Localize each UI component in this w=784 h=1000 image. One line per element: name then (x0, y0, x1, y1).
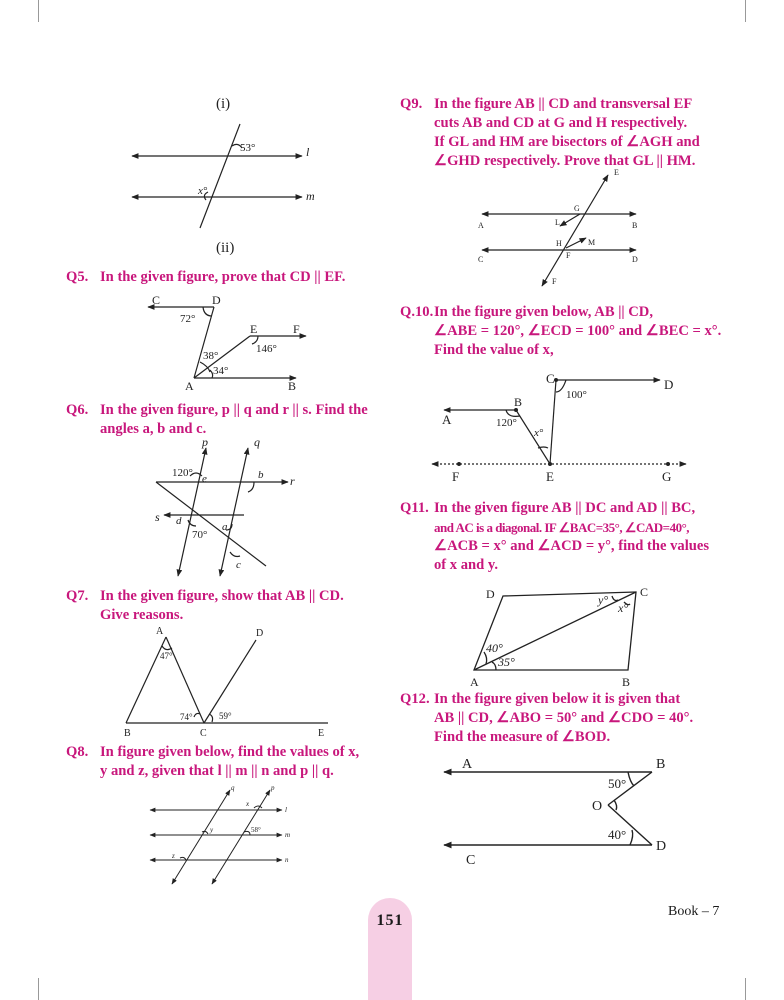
q7-74: 74° (180, 712, 193, 722)
question-text: In the given figure, show that AB || CD. (100, 588, 344, 604)
q11-A: A (470, 675, 479, 689)
question-text: y and z, given that l || m || n and p || q. (100, 763, 334, 779)
question-number: Q9. (400, 96, 423, 112)
question-text: In the figure AB || CD and transversal EF (434, 96, 693, 112)
question-number: Q12. (400, 691, 430, 707)
question-text: AB || CD, ∠ABO = 50° and ∠CDO = 40°. (434, 710, 694, 726)
q5-B: B (288, 379, 297, 393)
question-text: Give reasons. (100, 607, 184, 623)
q9-M: M (588, 238, 596, 247)
q5-A: A (185, 379, 194, 393)
question-text: If GL and HM are bisectors of ∠AGH and (434, 134, 700, 150)
q9-L: L (555, 218, 560, 227)
question-text: In the figure given below, AB || CD, (434, 304, 653, 320)
question-number: Q.10. (400, 304, 434, 320)
q11-y: y° (598, 593, 609, 607)
q9-E: E (614, 168, 619, 177)
q11-35: 35° (498, 655, 515, 669)
q11-x: x° (618, 601, 629, 615)
q8-q: q (231, 784, 235, 792)
q10-B: B (514, 395, 523, 409)
q6-70: 70° (192, 529, 208, 541)
q12-A: A (462, 757, 473, 772)
q7-D: D (256, 628, 264, 639)
q6-a: a (222, 521, 228, 533)
q5-34: 34° (213, 365, 229, 377)
q11-40: 40° (486, 641, 503, 655)
figure-caption-ii: (ii) (216, 240, 235, 256)
fig-i-x: x° (198, 185, 208, 197)
q11-D: D (486, 587, 495, 601)
question-text: and AC is a diagonal. IF ∠BAC=35°, ∠CAD=40°, (434, 520, 690, 535)
question-text: Find the measure of ∠BOD. (434, 729, 611, 745)
q6-r: r (290, 474, 295, 488)
q9-G: G (574, 204, 580, 213)
q7-B: B (124, 728, 131, 739)
q12-D: D (656, 839, 667, 854)
question-number: Q5. (66, 269, 89, 285)
question-text: cuts AB and CD at G and H respectively. (434, 115, 688, 131)
q10-G: G (662, 469, 672, 484)
q5-38: 38° (203, 350, 219, 362)
q8-z: z (172, 852, 175, 860)
q9-B: B (632, 221, 638, 230)
page-number: 151 (376, 912, 404, 929)
question-text: In figure given below, find the values of x, (100, 744, 360, 760)
q5-146: 146° (256, 343, 277, 355)
q9-C: C (478, 255, 484, 264)
q9-A: A (478, 221, 484, 230)
q7-A: A (156, 626, 164, 637)
q10-100: 100° (566, 389, 587, 401)
q7-E: E (318, 728, 325, 739)
q6-120: 120° (172, 467, 193, 479)
q5-F: F (293, 322, 300, 336)
q9-F-mid: F (566, 251, 571, 260)
question-text: ∠ABE = 120°, ∠ECD = 100° and ∠BEC = x°. (434, 323, 722, 339)
q5-72: 72° (180, 313, 196, 325)
q10-D: D (664, 377, 674, 392)
question-number: Q8. (66, 744, 89, 760)
fig-i-l: l (306, 145, 310, 159)
q6-e: e (202, 473, 207, 485)
fig-i-m: m (306, 189, 315, 203)
q7-C: C (200, 728, 207, 739)
question-number: Q6. (66, 402, 89, 418)
q12-40: 40° (608, 827, 627, 842)
q10-E: E (546, 469, 554, 484)
q8-58: 58° (251, 826, 261, 834)
question-text: In the given figure, prove that CD || EF. (100, 269, 346, 285)
q5-E: E (250, 322, 258, 336)
question-number: Q7. (66, 588, 89, 604)
book-label: Book – 7 (668, 904, 720, 919)
q5-C: C (152, 293, 161, 307)
question-text: Find the value of x, (434, 342, 554, 358)
question-number: Q11. (400, 500, 429, 516)
q9-D: D (632, 255, 638, 264)
question-text: In the given figure AB || DC and AD || BC, (434, 500, 696, 516)
question-text: In the given figure, p || q and r || s. Find the (100, 402, 368, 418)
q10-120: 120° (496, 417, 517, 429)
q6-b: b (258, 469, 264, 481)
q6-d: d (176, 515, 182, 527)
q11-C: C (640, 585, 649, 599)
q6-p: p (202, 435, 208, 449)
question-text: In the figure given below it is given that (434, 691, 681, 707)
q5-D: D (212, 293, 221, 307)
q12-O: O (592, 799, 603, 814)
q10-F: F (452, 469, 460, 484)
question-text: ∠GHD respectively. Prove that GL || HM. (434, 153, 696, 169)
q8-x: x (246, 800, 250, 808)
q7-47: 47° (160, 651, 173, 661)
q8-p: p (271, 784, 275, 792)
q10-A: A (442, 412, 452, 427)
q10-C: C (546, 371, 555, 386)
q11-B: B (622, 675, 631, 689)
q12-50: 50° (608, 776, 627, 791)
q12-B: B (656, 757, 666, 772)
question-text: of x and y. (434, 557, 499, 573)
q6-c: c (236, 559, 241, 571)
q8-y: y (210, 826, 214, 834)
question-text: angles a, b and c. (100, 421, 207, 437)
q10-x: x° (534, 427, 544, 439)
fig-i-angle: 53° (240, 142, 256, 154)
q8-n: n (285, 856, 289, 864)
q9-F: F (552, 277, 557, 286)
figure-caption-i: (i) (216, 96, 231, 112)
q8-l: l (285, 806, 287, 814)
q9-H: H (556, 239, 562, 248)
q6-s: s (155, 510, 160, 524)
q6-q: q (254, 435, 260, 449)
q8-m: m (285, 831, 291, 839)
q12-C: C (466, 853, 476, 868)
q7-59: 59° (219, 711, 232, 721)
question-text: ∠ACB = x° and ∠ACD = y°, find the values (434, 538, 710, 554)
